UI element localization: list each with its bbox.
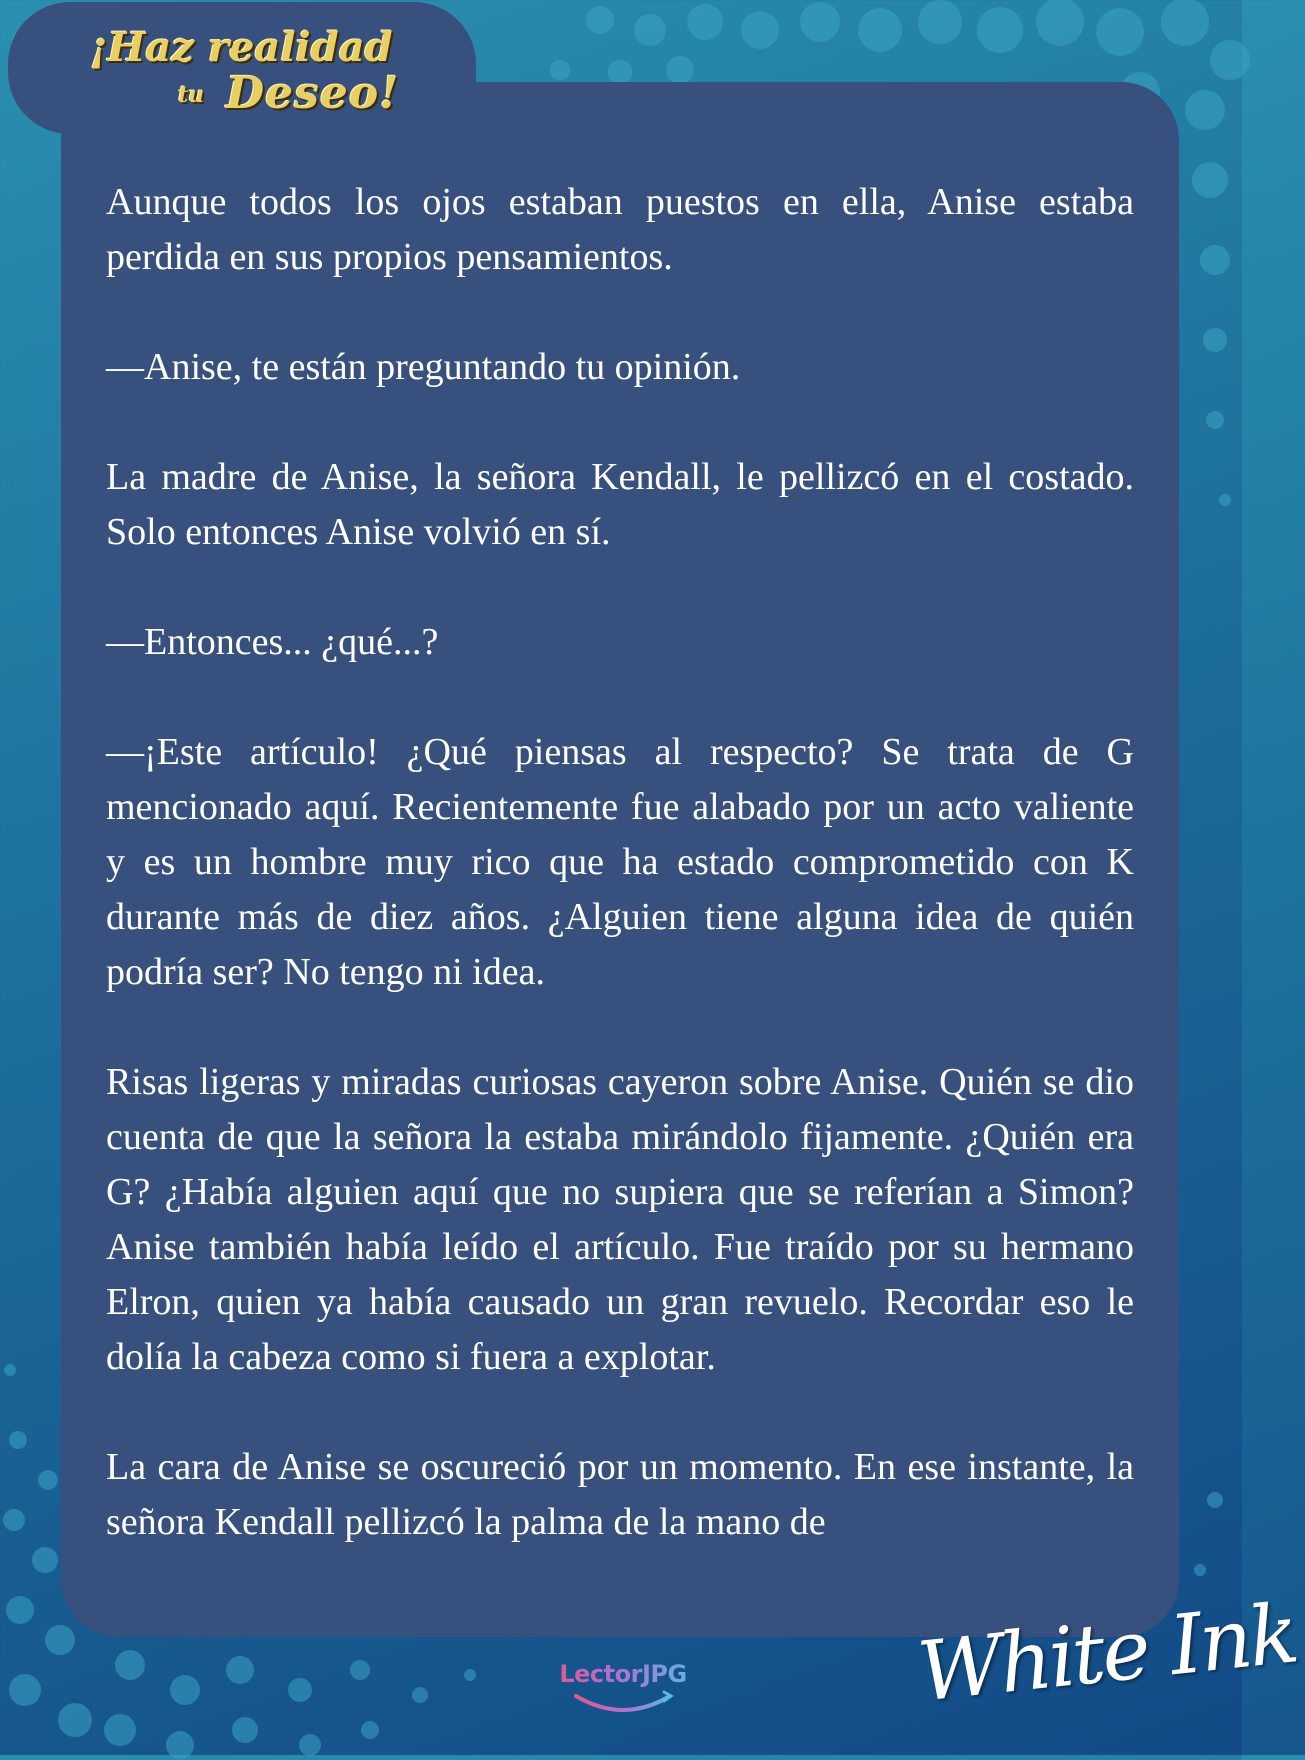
- lectorjpg-logo-text: LectorJPG: [548, 1660, 698, 1688]
- paragraph-2: —Anise, te están preguntando tu opinión.: [106, 346, 741, 388]
- logo-line-3: Deseo!: [226, 68, 400, 119]
- logo-line-1: ¡Haz realidad: [90, 24, 393, 71]
- story-text: [106, 175, 1134, 1550]
- paragraph-6: Risas ligeras y miradas curiosas cayeron sobre Anise. Quién se dio cuenta de que la señora la estaba mirándolo fijamente. ¿Quién era G? ¿Había alguien aquí que no supiera que se referían a Simon? Anise también había leído el artículo. Fue traído por su hermano Elron, quien ya había causado un gran revuelo. Recordar eso le dolía la cabeza como si fuera a explotar.: [106, 1061, 1134, 1378]
- haz-realidad-tu-deseo-logo: [90, 20, 400, 125]
- logo-line-2: tu: [178, 82, 205, 108]
- paragraph-3: La madre de Anise, la señora Kendall, le pellizcó en el costado. Solo entonces Anise volvió en sí.: [106, 456, 1134, 553]
- smile-arc-icon: [568, 1690, 678, 1720]
- paragraph-4: —Entonces... ¿qué...?: [106, 621, 439, 663]
- paragraph-1: Aunque todos los ojos estaban puestos en ella, Anise estaba perdida en sus propios pensamientos.: [106, 181, 1134, 278]
- paragraph-7: La cara de Anise se oscureció por un momento. En ese instante, la señora Kendall pellizcó la palma de la mano de: [106, 1446, 1134, 1543]
- paragraph-5: —¡Este artículo! ¿Qué piensas al respecto? Se trata de G mencionado aquí. Recientemente fue alabado por un acto valiente y es un hombre muy rico que ha estado comprometido con K durante más de diez años. ¿Alguien tiene alguna idea de quién podría ser? No tengo ni idea.: [106, 731, 1134, 993]
- white-ink-signature: White Ink: [913, 1586, 1301, 1721]
- lectorjpg-logo: [548, 1660, 698, 1730]
